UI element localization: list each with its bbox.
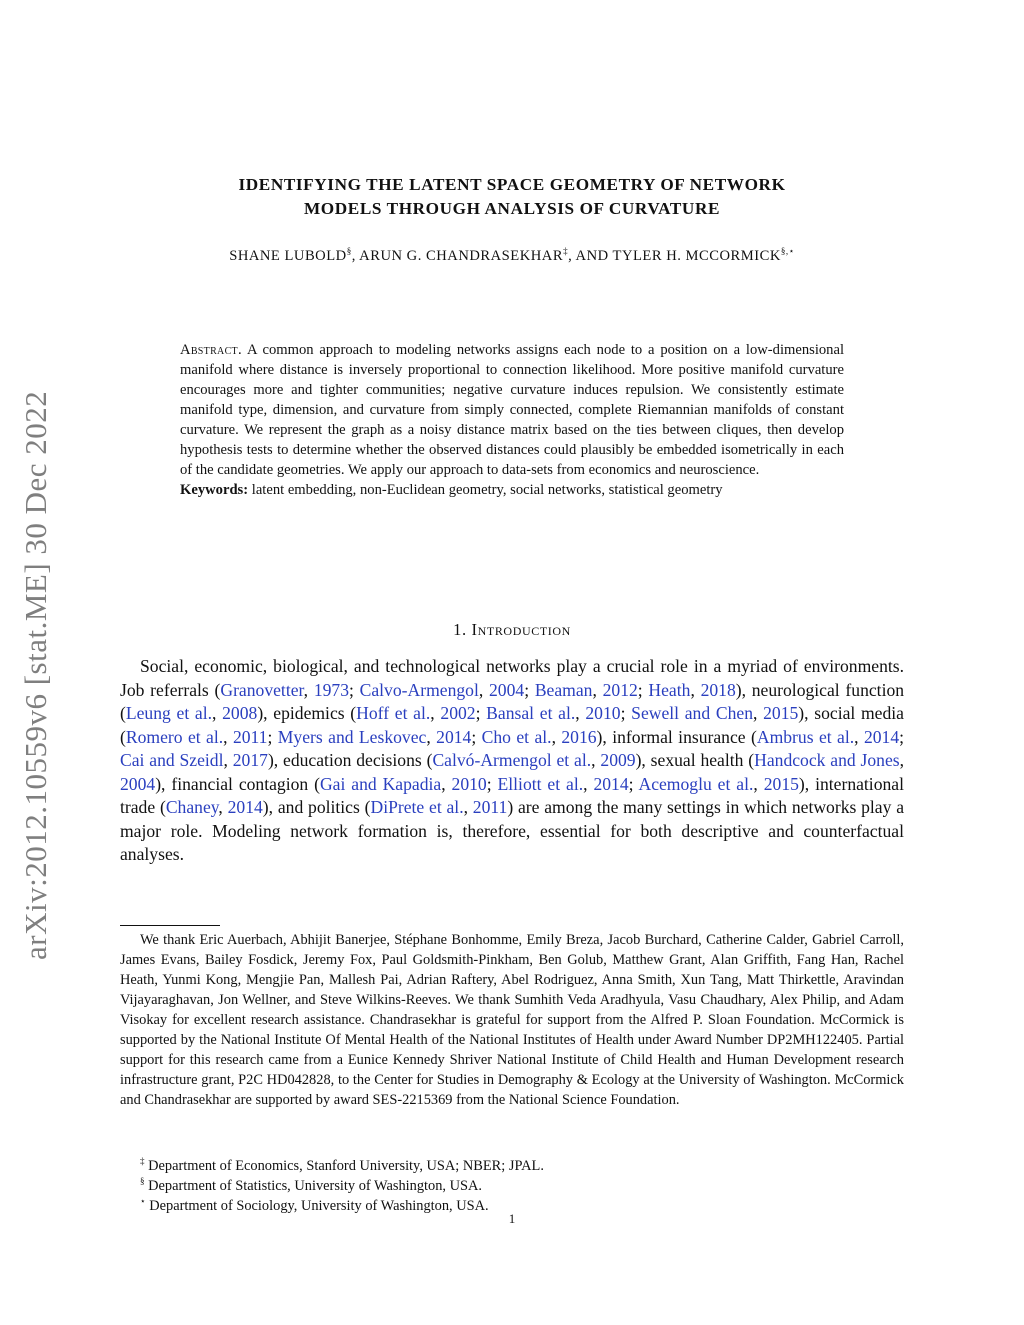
affiliation-mark: ⋆ — [140, 1196, 146, 1206]
body-text: , — [426, 726, 437, 747]
body-text: ; — [475, 703, 487, 723]
keywords-label: Keywords: — [180, 482, 249, 498]
body-text: , — [218, 797, 228, 817]
body-text: ), education decisions ( — [267, 750, 433, 770]
citation-link[interactable]: Hoff et al. — [356, 703, 431, 723]
body-text: , — [690, 679, 701, 700]
body-text: ; — [471, 726, 482, 747]
body-text: , — [463, 797, 473, 817]
body-text: , — [212, 703, 223, 723]
citation-link[interactable]: Chaney — [165, 797, 219, 817]
body-text: , — [753, 773, 764, 794]
keywords-text: latent embedding, non-Euclidean geometry, social networks, statistical geometry — [251, 482, 723, 498]
citation-link[interactable]: 2014 — [227, 797, 263, 817]
citation-link[interactable]: 2015 — [763, 703, 799, 723]
body-text: ), sexual health ( — [635, 750, 755, 770]
body-text: ; — [637, 679, 649, 700]
author-chandrasekhar: , ARUN G. CHANDRASEKHAR — [351, 247, 564, 264]
acknowledgements-footnote: We thank Eric Auerbach, Abhijit Banerjee, Stéphane Bonhomme, Emily Breza, Jacob Burchard, Catherine Calder, Gabriel Carroll, James Evans, Bailey Fosdick, Jeremy Fox, Paul Goldsmith-Pinkham, Ben Golub, Matthew Grant, Alan Griffith, Fang Han, Rachel Heath, Yunmi Kong, Mengjie Pan, Mallesh Pai, Adrian Raftery, Abel Rodriguez, Anna Smith, Xun Tang, Matt Thirkettle, Aravindan Vijayaraghavan, Jon Wellner, and Steve Wilkins-Reeves. We thank Sumhith Veda Aradhyula, Vasu Chaudhary, Alex Philip, and Adam Visokay for excellent research assistance. Chandrasekhar is grateful for support from the Alfred P. Sloan Foundation. McCormick is supported by the National Institute Of Mental Health of the National Institutes of Health under Award Number DP2MH122405. Partial support for this research came from a Eunice Kennedy Shriver National Institute of Child Health and Human Development research infrastructure grant, P2C HD042828, to the Center for Studies in Demography & Ecology at the University of Washington. McCormick and Chandrasekhar are supported by award SES-2215369 from the National Science Foundation. — [120, 932, 904, 1108]
affiliation-mark: ‡ — [563, 246, 569, 256]
citation-link[interactable]: Romero et al. — [125, 726, 224, 747]
body-text: , — [223, 750, 233, 770]
arxiv-identifier: arXiv:2012.10559v6 [stat.ME] 30 Dec 2022 — [18, 390, 53, 960]
citation-link[interactable]: Granovetter — [220, 679, 304, 700]
abstract-label: Abstract. — [180, 342, 242, 358]
body-text: ), international trade ( — [120, 773, 904, 817]
body-text: , — [430, 703, 441, 723]
body-text: Social, economic, biological, and technological networks play a crucial role in a myriad of environments. Job referrals ( — [120, 656, 904, 700]
citation-link[interactable]: Heath — [648, 679, 691, 700]
citation-link[interactable]: Bansal et al. — [486, 703, 576, 723]
affiliation-text: Department of Economics, Stanford University, USA; NBER; JPAL. — [144, 1157, 544, 1174]
body-text: ; — [899, 726, 905, 747]
affiliation-text: Department of Statistics, University of Washington, USA. — [144, 1177, 483, 1194]
citation-link[interactable]: 2017 — [232, 750, 268, 770]
body-text: , — [441, 773, 452, 794]
footnote-divider — [120, 925, 220, 926]
body-text: ; — [486, 773, 498, 794]
citation-link[interactable]: Ambrus et al. — [756, 726, 855, 747]
citation-link[interactable]: 2011 — [472, 797, 508, 817]
body-text: , — [592, 679, 603, 700]
affiliation-mark: ‡ — [140, 1156, 145, 1166]
citation-link[interactable]: 2014 — [863, 726, 900, 747]
author-list — [110, 246, 914, 265]
citation-link[interactable]: 2010 — [451, 773, 487, 794]
body-text: , — [303, 679, 314, 700]
body-text: ), informal insurance ( — [596, 726, 757, 747]
citation-link[interactable]: 2014 — [593, 773, 629, 794]
affiliation-mark: § — [140, 1176, 145, 1186]
body-text: ), epidemics ( — [257, 703, 357, 723]
author-mccormick: , AND TYLER H. MCCORMICK — [568, 247, 781, 264]
body-text: ; — [628, 773, 639, 794]
affiliation-text: Department of Sociology, University of Washington, USA. — [145, 1197, 489, 1214]
citation-link[interactable]: 2010 — [585, 703, 621, 723]
body-text: , — [551, 726, 562, 747]
citation-link[interactable]: Cho et al. — [481, 726, 552, 747]
citation-link[interactable]: 2011 — [232, 726, 268, 747]
body-text: , — [899, 750, 905, 770]
body-text: ; — [267, 726, 278, 747]
body-text: , — [575, 703, 586, 723]
body-text: , — [854, 726, 864, 747]
section-heading-introduction — [110, 620, 914, 640]
body-text: ), social media ( — [120, 703, 904, 747]
citation-link[interactable]: Calvo-Armengol — [359, 679, 479, 700]
citation-link[interactable]: Leung et al. — [125, 703, 213, 723]
citation-link[interactable]: Cai and Szeidl — [120, 750, 224, 770]
citation-link[interactable]: Calvó-Armengol et al. — [432, 750, 592, 770]
citation-link[interactable]: 2009 — [600, 750, 636, 770]
keywords — [180, 480, 844, 500]
body-text: ), neurological function ( — [120, 679, 905, 723]
citation-link[interactable]: 2014 — [436, 726, 472, 747]
body-text: , — [583, 773, 594, 794]
body-text: ) are among the many settings in which networks play a major role. Modeling network formation is, therefore, essential for both descriptive and counterfactual analyses. — [120, 797, 905, 864]
citation-link[interactable]: 2015 — [763, 773, 799, 794]
body-text: ; — [620, 703, 632, 723]
citation-link[interactable]: DiPrete et al. — [370, 797, 464, 817]
body-text: , — [753, 703, 764, 723]
title-line-2: MODELS THROUGH ANALYSIS OF CURVATURE — [303, 199, 721, 218]
body-text: , — [591, 750, 601, 770]
abstract — [180, 340, 844, 500]
abstract-text: A common approach to modeling networks assigns each node to a position on a low-dimensional manifold where distance is inversely proportional to connection likelihood. More positive manifold curvature encourages more and tighter communities; negative curvature induces repulsion. We consistently estimate manifold type, dimension, and curvature from simply connected, complete Riemannian manifolds of constant curvature. We represent the graph as a noisy distance matrix based on the ties between cliques, then develop hypothesis tests to determine whether the observed distances could plausibly be embedded isometrically in each of the candidate geometries. We apply our approach to data-sets from economics and neuroscience. — [180, 342, 845, 478]
body-text: ), financial contagion ( — [155, 773, 320, 794]
introduction-paragraph — [120, 655, 904, 867]
citation-link[interactable]: Gai and Kapadia — [319, 773, 442, 794]
citation-link[interactable]: Elliott et al. — [497, 773, 584, 794]
body-text: , — [223, 726, 233, 747]
citation-link[interactable]: 2008 — [222, 703, 258, 723]
section-title: Introduction — [471, 620, 571, 639]
title-line-1: IDENTIFYING THE LATENT SPACE GEOMETRY OF NETWORK — [238, 175, 786, 194]
citation-link[interactable]: Acemoglu et al. — [638, 773, 754, 794]
citation-link[interactable]: 2018 — [700, 679, 736, 700]
citation-link[interactable]: Myers and Leskovec — [277, 726, 427, 747]
body-text: , — [478, 679, 489, 700]
section-number: 1. — [453, 620, 467, 639]
citation-link[interactable]: 2012 — [602, 679, 638, 700]
citation-link[interactable]: 2002 — [440, 703, 476, 723]
citation-link[interactable]: Handcock and Jones — [754, 750, 900, 770]
affiliation-mark: §,⋆ — [780, 246, 795, 256]
paper-title — [110, 173, 914, 221]
citation-link[interactable]: Beaman — [534, 679, 593, 700]
citation-link[interactable]: 1973 — [313, 679, 349, 700]
citation-link[interactable]: 2004 — [489, 679, 525, 700]
citation-link[interactable]: 2016 — [561, 726, 597, 747]
abstract-body — [180, 340, 844, 480]
body-text: ), and politics ( — [262, 797, 371, 817]
citation-link[interactable]: Sewell and Chen — [631, 703, 753, 723]
body-text: ; — [524, 679, 535, 700]
body-text: ; — [349, 679, 360, 700]
author-lubold: SHANE LUBOLD — [229, 247, 347, 264]
page-number: 1 — [508, 1211, 516, 1226]
citation-link[interactable]: 2004 — [120, 773, 156, 794]
affiliation-mark: § — [346, 246, 352, 256]
